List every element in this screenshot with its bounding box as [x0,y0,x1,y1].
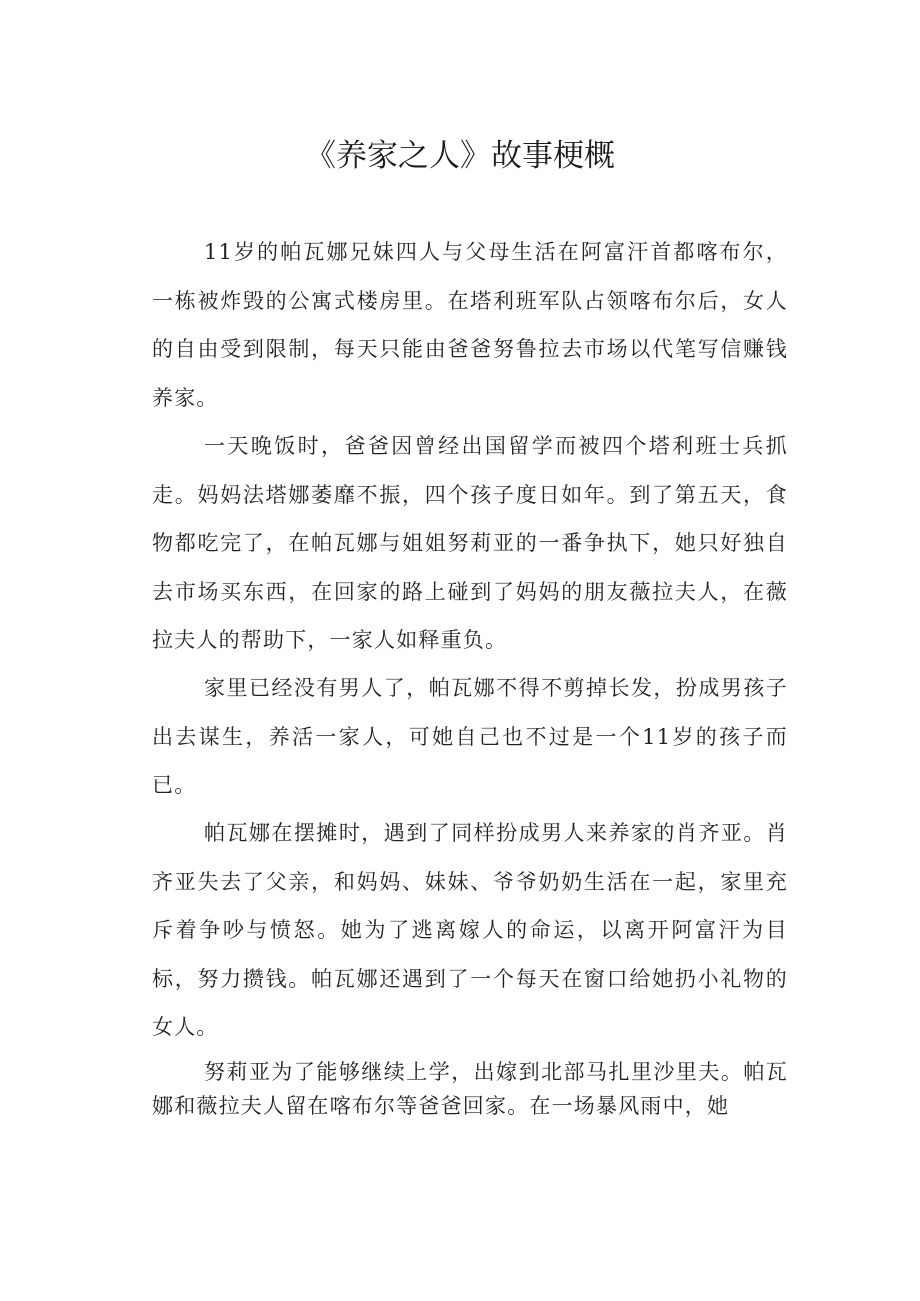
paragraph-2: 一天晚饭时，爸爸因曾经出国留学而被四个塔利班士兵抓走。妈妈法塔娜萎靡不振，四个孩子度日如年。到了第五天，食物都吃完了，在帕瓦娜与姐姐努莉亚的一番争执下，她只好独自去市场买东西，在回家的路上碰到了妈妈的朋友薇拉夫人，在薇拉夫人的帮助下，一家人如释重负。 [152,434,788,652]
paragraph-5: 努莉亚为了能够继续上学，出嫁到北部马扎里沙里夫。帕瓦娜和薇拉夫人留在喀布尔等爸爸回家。在一场暴风雨中，她 [152,1060,788,1118]
paragraph-4: 帕瓦娜在摆摊时，遇到了同样扮成男人来养家的肖齐亚。肖齐亚失去了父亲，和妈妈、妹妹、爷爷奶奶生活在一起，家里充斥着争吵与愤怒。她为了逃离嫁人的命运，以离开阿富汗为目标，努力攒钱。帕瓦娜还遇到了一个每天在窗口给她扔小礼物的女人。 [152,821,788,1039]
paragraph-3: 家里已经没有男人了，帕瓦娜不得不剪掉长发，扮成男孩子出去谋生，养活一家人，可她自己也不过是一个11岁的孩子而已。 [152,676,788,797]
paragraph-1: 11岁的帕瓦娜兄妹四人与父母生活在阿富汗首都喀布尔，一栋被炸毁的公寓式楼房里。在塔利班军队占领喀布尔后，女人的自由受到限制，每天只能由爸爸努鲁拉去市场以代笔写信赚钱养家。 [152,240,788,410]
document-title: 《养家之人》故事梗概 [305,138,615,174]
